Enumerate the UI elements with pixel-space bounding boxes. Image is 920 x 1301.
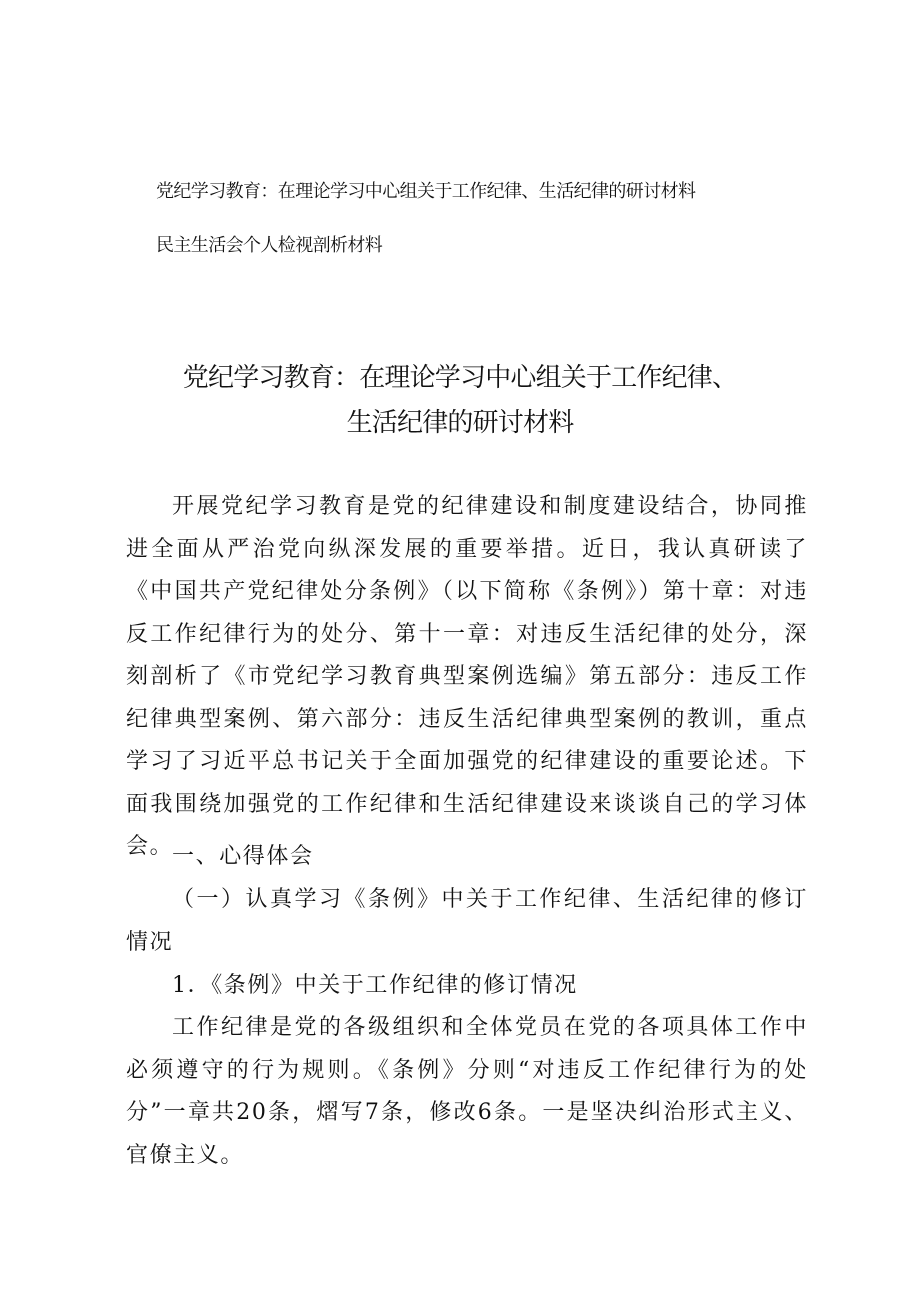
body-paragraph: 工作纪律是党的各级组织和全体党员在党的各项具体工作中必须遵守的行为规则。《条例》分则“对违反工作纪律行为的处分”一章共20条，熠写7条，修改6条。一是坚决纠治形式主义、官僚主义。 [126, 1015, 808, 1168]
toc-entry-2[interactable]: 民主生活会个人检视剖析材料 [156, 235, 383, 256]
subsection-heading: （一）认真学习《条例》中关于工作纪律、生活纪律的修订情况 [126, 887, 808, 955]
section-heading: 一、心得体会 [172, 844, 314, 869]
toc-entry-1[interactable]: 党纪学习教育：在理论学习中心组关于工作纪律、生活纪律的研讨材料 [156, 181, 696, 202]
document-title-line-1: 党纪学习教育：在理论学习中心组关于工作纪律、 [182, 363, 738, 393]
item-heading: 1．《条例》中关于工作纪律的修订情况 [172, 973, 578, 998]
document-title-line-2: 生活纪律的研讨材料 [346, 408, 574, 438]
intro-paragraph: 开展党纪学习教育是党的纪律建设和制度建设结合，协同推进全面从严治党向纵深发展的重要举措。近日，我认真研读了《中国共产党纪律处分条例》（以下简称《条例》）第十章：对违反工作纪律行为的处分、第十一章：对违反生活纪律的处分，深刻剖析了《市党纪学习教育典型案例选编》第五部分：违反工作纪律典型案例、第六部分：违反生活纪律典型案例的教训，重点学习了习近平总书记关于全面加强党的纪律建设的重要论述。下面我围绕加强党的工作纪律和生活纪律建设来谈谈自己的学习体会。 [126, 494, 808, 859]
